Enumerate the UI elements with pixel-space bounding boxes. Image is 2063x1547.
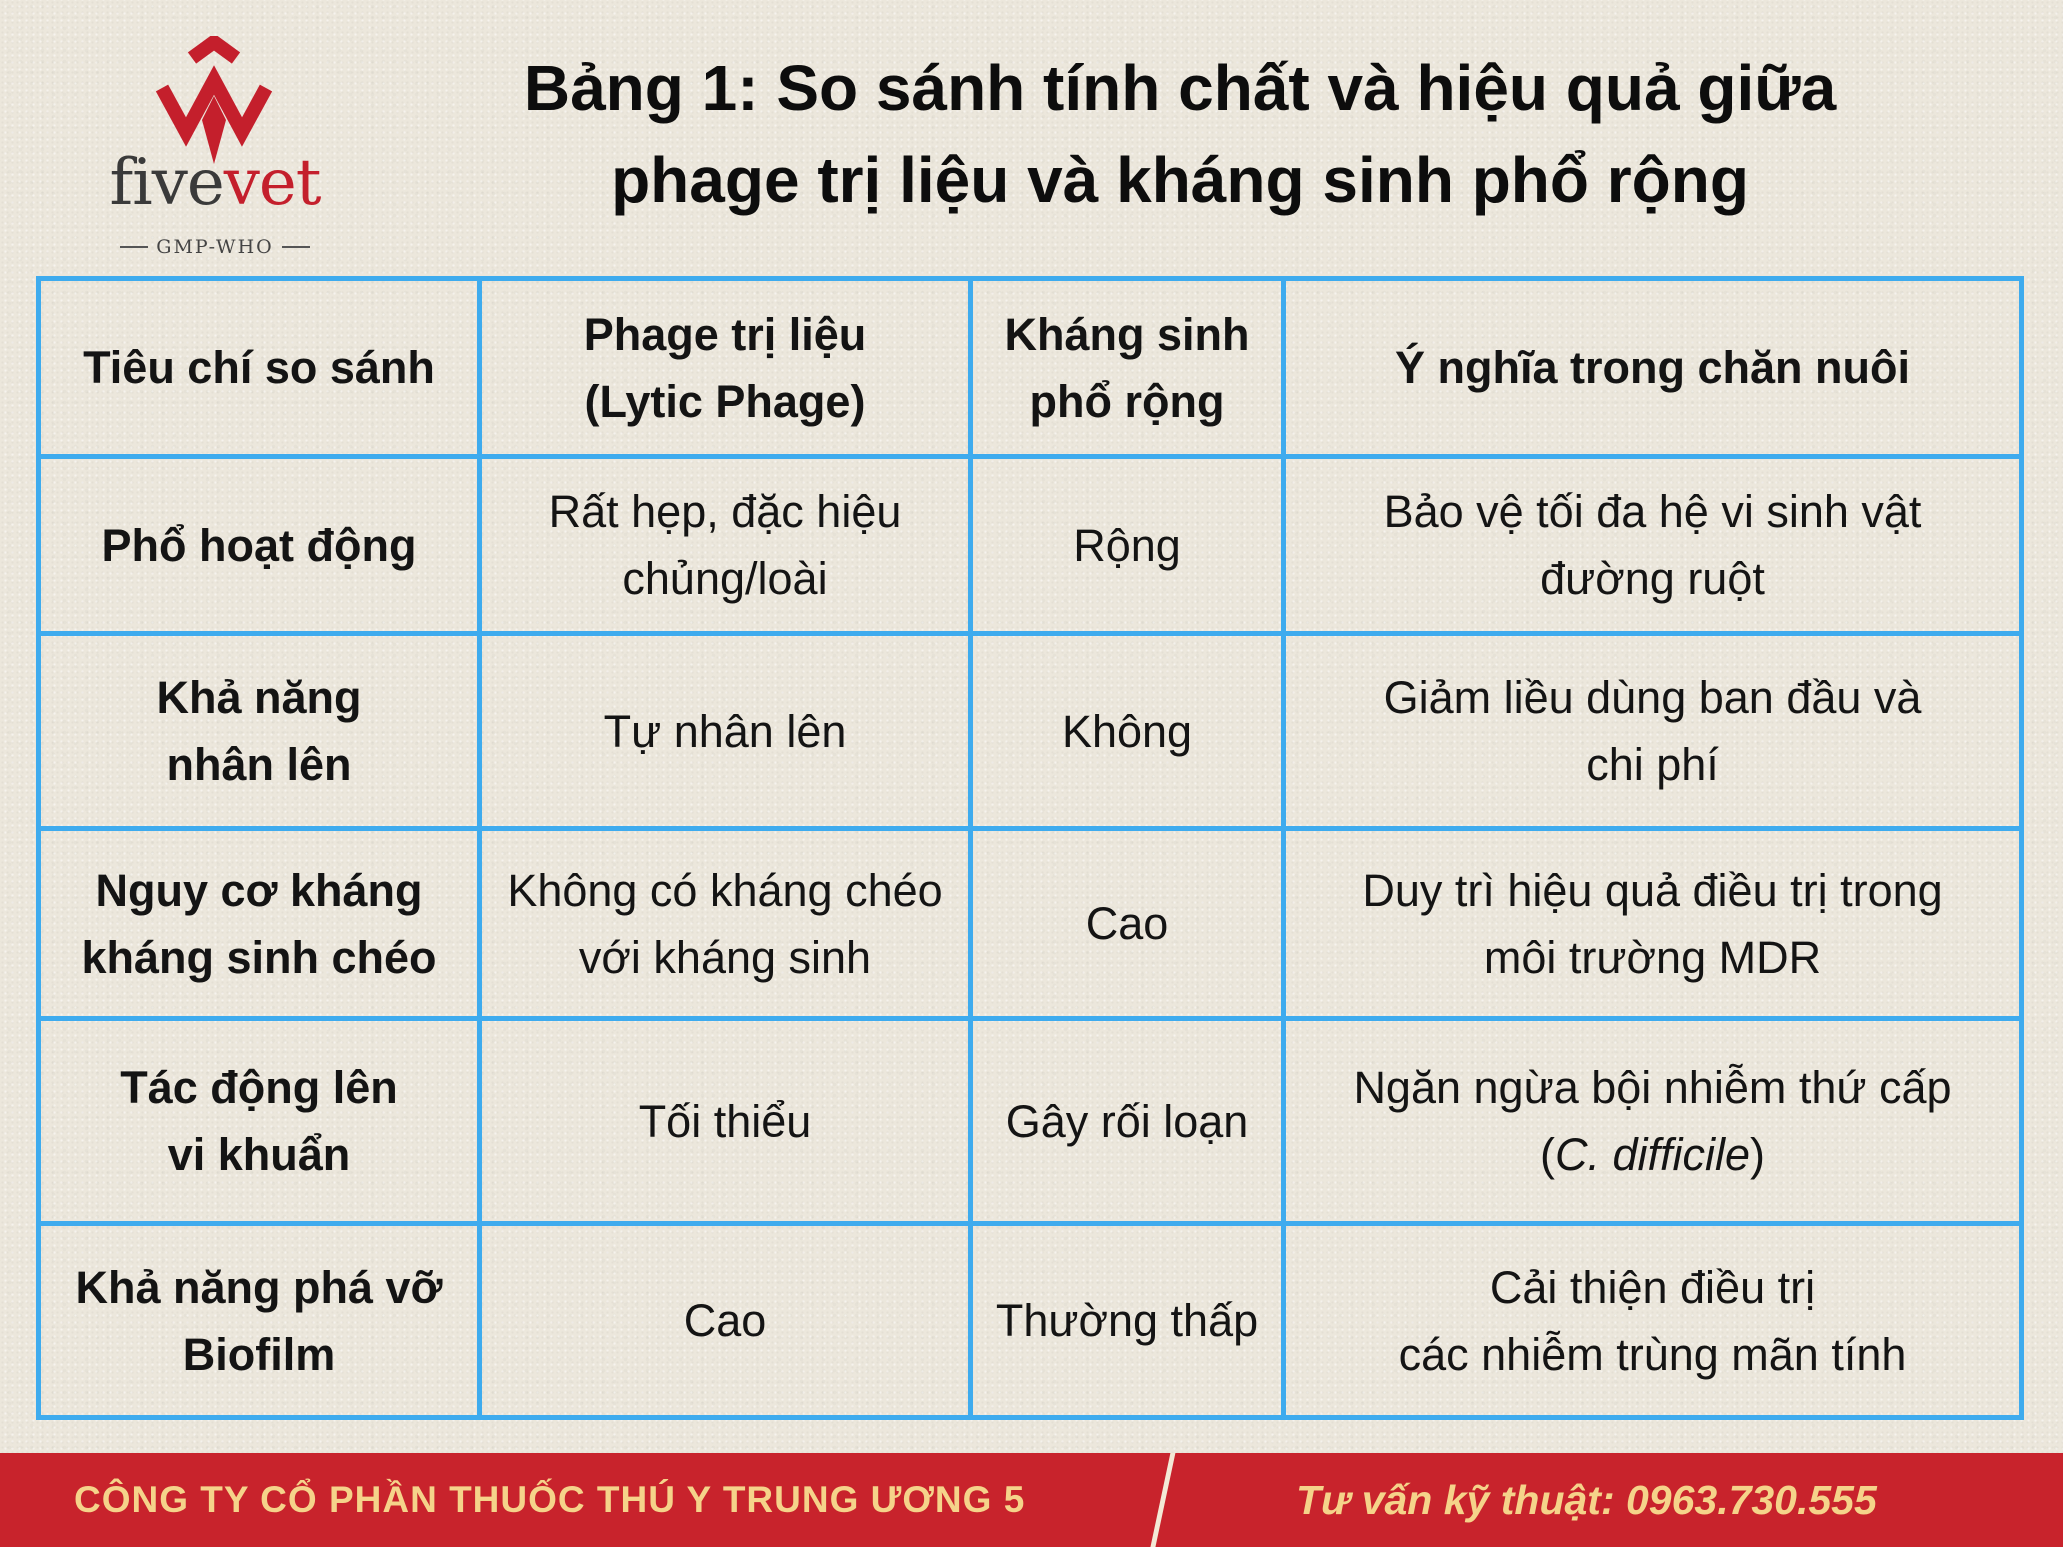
header-phage — [480, 279, 971, 457]
header-phage-line1: Phage trị liệu — [583, 308, 867, 360]
logo-tagline-rule-right — [282, 246, 310, 248]
logo-wordmark-vet: vet — [223, 146, 321, 220]
row-meaning-line2: các nhiễm trùng mãn tính — [1398, 1328, 1907, 1380]
table-row — [39, 1224, 2022, 1418]
row-phage-line1: Không có kháng chéo — [507, 864, 943, 916]
row-antibiotic-text: Thường thấp — [995, 1295, 1259, 1346]
row-antibiotic-text: Không — [1061, 705, 1193, 757]
header-antibiotic — [971, 279, 1284, 457]
row-phage-line1: Cao — [683, 1295, 767, 1346]
row-phage — [480, 829, 971, 1019]
page-title-line1: Bảng 1: So sánh tính chất và hiệu quả giữa — [523, 52, 1837, 124]
row-meaning-line2: đường ruột — [1540, 553, 1765, 604]
row-meaning-line2-close: ) — [1750, 1129, 1766, 1180]
logo-tagline-text: GMP-WHO — [156, 236, 274, 258]
row-phage-line1: Rất hẹp, đặc hiệu — [548, 486, 902, 537]
page-title — [440, 42, 1920, 226]
row-criterion-line1: Tác động lên — [120, 1062, 398, 1113]
row-criterion-line1: Khả năng phá vỡ — [75, 1261, 443, 1313]
header-antibiotic-line1: Kháng sinh — [1004, 308, 1250, 360]
header-antibiotic-line2: phổ rộng — [1029, 375, 1225, 427]
logo-wordmark-five: five — [109, 146, 224, 220]
row-meaning-line2-italic: C. difficile — [1554, 1129, 1751, 1180]
row-criterion — [39, 457, 480, 634]
comparison-table-container — [36, 276, 2019, 1420]
row-antibiotic-text: Gây rối loạn — [1005, 1095, 1249, 1147]
row-criterion-line2: vi khuẩn — [167, 1129, 351, 1180]
row-criterion — [39, 1224, 480, 1418]
row-meaning-line1: Bảo vệ tối đa hệ vi sinh vật — [1383, 486, 1922, 537]
row-criterion-line1: Phổ hoạt động — [101, 519, 417, 571]
logo-tagline — [100, 236, 330, 258]
row-phage — [480, 457, 971, 634]
page-title-line2: phage trị liệu và kháng sinh phổ rộng — [611, 144, 1749, 216]
footer-hotline: Tư vấn kỹ thuật: 0963.730.555 — [1296, 1477, 1877, 1523]
table-row — [39, 457, 2022, 634]
row-antibiotic — [971, 1224, 1284, 1418]
row-phage — [480, 1224, 971, 1418]
row-criterion — [39, 1019, 480, 1224]
row-meaning — [1284, 1224, 2022, 1418]
row-phage — [480, 1019, 971, 1224]
row-meaning-line2: môi trường MDR — [1483, 931, 1822, 983]
footer-company-name: CÔNG TY CỔ PHẦN THUỐC THÚ Y TRUNG ƯƠNG 5 — [74, 1479, 1026, 1520]
row-meaning-line1: Cải thiện điều trị — [1489, 1261, 1816, 1313]
header-meaning — [1284, 279, 2022, 457]
row-criterion-line1: Nguy cơ kháng — [95, 864, 423, 916]
row-criterion — [39, 634, 480, 829]
row-phage-line1: Tối thiểu — [638, 1095, 812, 1147]
logo-tagline-rule-left — [120, 246, 148, 248]
row-meaning — [1284, 457, 2022, 634]
row-criterion — [39, 829, 480, 1019]
comparison-table — [36, 276, 2024, 1420]
table-row — [39, 829, 2022, 1019]
row-antibiotic-text: Rộng — [1073, 519, 1181, 571]
row-antibiotic — [971, 634, 1284, 829]
row-antibiotic — [971, 829, 1284, 1019]
header-criteria — [39, 279, 480, 457]
row-criterion-line2: nhân lên — [166, 739, 352, 790]
row-antibiotic-text: Cao — [1085, 898, 1169, 949]
row-meaning — [1284, 634, 2022, 829]
row-criterion-line2: Biofilm — [182, 1328, 336, 1380]
row-antibiotic — [971, 1019, 1284, 1224]
row-meaning-line2-open: ( — [1539, 1129, 1555, 1180]
row-meaning-line1: Ngăn ngừa bội nhiễm thứ cấp — [1353, 1062, 1952, 1113]
row-meaning-line2: chi phí — [1586, 739, 1719, 790]
header-criteria-text: Tiêu chí so sánh — [83, 342, 435, 393]
row-meaning-line1: Duy trì hiệu quả điều trị trong — [1362, 864, 1943, 916]
row-phage — [480, 634, 971, 829]
row-meaning-line1: Giảm liều dùng ban đầu và — [1383, 672, 1922, 723]
footer-divider — [1148, 1453, 1176, 1547]
row-phage-line2: với kháng sinh — [578, 931, 872, 983]
header-phage-line2: (Lytic Phage) — [584, 375, 866, 427]
row-antibiotic — [971, 457, 1284, 634]
footer-bar — [0, 1453, 2063, 1547]
row-criterion-line1: Khả năng — [156, 672, 362, 723]
logo-wordmark — [100, 146, 330, 220]
row-meaning — [1284, 829, 2022, 1019]
table-row — [39, 1019, 2022, 1224]
row-criterion-line2: kháng sinh chéo — [81, 931, 437, 983]
row-phage-line2: chủng/loài — [622, 553, 828, 604]
row-meaning — [1284, 1019, 2022, 1224]
table-row — [39, 634, 2022, 829]
header-meaning-text: Ý nghĩa trong chăn nuôi — [1395, 342, 1910, 393]
table-header-row — [39, 279, 2022, 457]
row-phage-line1: Tự nhân lên — [603, 705, 847, 757]
fivevet-logo — [100, 28, 330, 258]
